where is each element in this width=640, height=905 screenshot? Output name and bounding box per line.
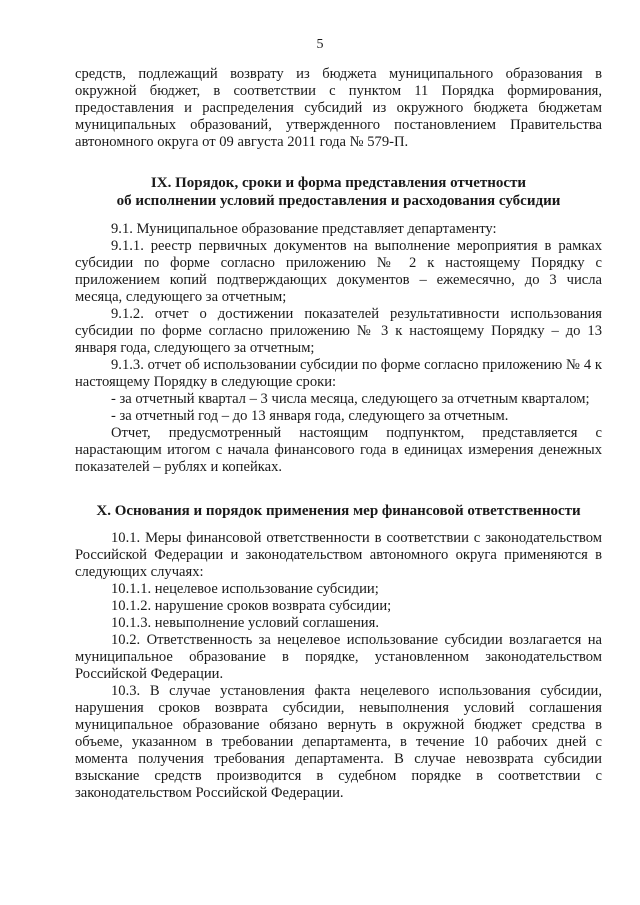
paragraph-9-1-3: 9.1.3. отчет об использовании субсидии по форме согласно приложению № 4 к настоящему Порядку в следующие сроки:	[75, 357, 602, 390]
paragraph-10-1-1: 10.1.1. нецелевое использование субсидии;	[111, 581, 379, 597]
paragraph-10-2: 10.2. Ответственность за нецелевое использование субсидии возлагается на муниципальное образование в порядке, установленном законодательством Российской Федерации.	[75, 632, 602, 682]
paragraph-10-1-2: 10.1.2. нарушение сроков возврата субсидии;	[111, 598, 392, 614]
section-ix-title-line2: об исполнении условий предоставления и расходования субсидии	[116, 193, 561, 209]
paragraph-10-3: 10.3. В случае установления факта нецелевого использования субсидии, нарушения сроков возврата субсидии, невыполнения условий соглашения муниципальное образование обязано вернуть в окружной бюджет средства в объеме, указанном в требовании департамента, в течение 10 рабочих дней с момента получения требования департамента. В случае невозврата субсидии взыскание средств производится в судебном порядке в соответствии с законодательством Российской Федерации.	[75, 683, 602, 801]
dash-item-quarter: - за отчетный квартал – 3 числа месяца, следующего за отчетным кварталом;	[111, 391, 590, 407]
page-number: 5	[316, 37, 324, 52]
section-ix-title-line1: IX. Порядок, сроки и форма представления отчетности	[150, 175, 527, 191]
paragraph-10-1: 10.1. Меры финансовой ответственности в соответствии с законодательством Российской Федерации и законодательством автономного округа применяются в следующих случаях:	[75, 530, 602, 580]
dash-item-year: - за отчетный год – до 13 января года, следующего за отчетным.	[111, 408, 509, 424]
paragraph-9-1: 9.1. Муниципальное образование представляет департаменту:	[111, 221, 497, 237]
section-x-body	[75, 530, 602, 802]
intro-paragraph-block	[75, 66, 602, 151]
paragraph-report-note: Отчет, предусмотренный настоящим подпунктом, представляется с нарастающим итогом с начала финансового года в единицах измерения денежных показателей – рублях и копейках.	[75, 425, 602, 475]
paragraph-9-1-2: 9.1.2. отчет о достижении показателей результативности использования субсидии по форме согласно приложению № 3 к настоящему Порядку – до 13 января года, следующего за отчетным;	[75, 306, 602, 356]
section-ix-body	[75, 221, 602, 476]
paragraph-10-1-3: 10.1.3. невыполнение условий соглашения.	[111, 615, 379, 631]
paragraph-9-1-1: 9.1.1. реестр первичных документов на выполнение мероприятия в рамках субсидии по форме согласно приложению № 2 к настоящему Порядку с приложением копий подтверждающих документов – ежемесячно, до 3 числа месяца, следующего за отчетным;	[75, 238, 602, 305]
section-x-title: X. Основания и порядок применения мер финансовой ответственности	[96, 503, 581, 519]
intro-paragraph: средств, подлежащий возврату из бюджета муниципального образования в окружной бюджет, в соответствии с пунктом 11 Порядка формирования, предоставления и распределения субсидий из окружного бюджета бюджетам муниципальных образований, утвержденного постановлением Правительства автономного округа от 09 августа 2011 года № 579-П.	[75, 66, 602, 150]
